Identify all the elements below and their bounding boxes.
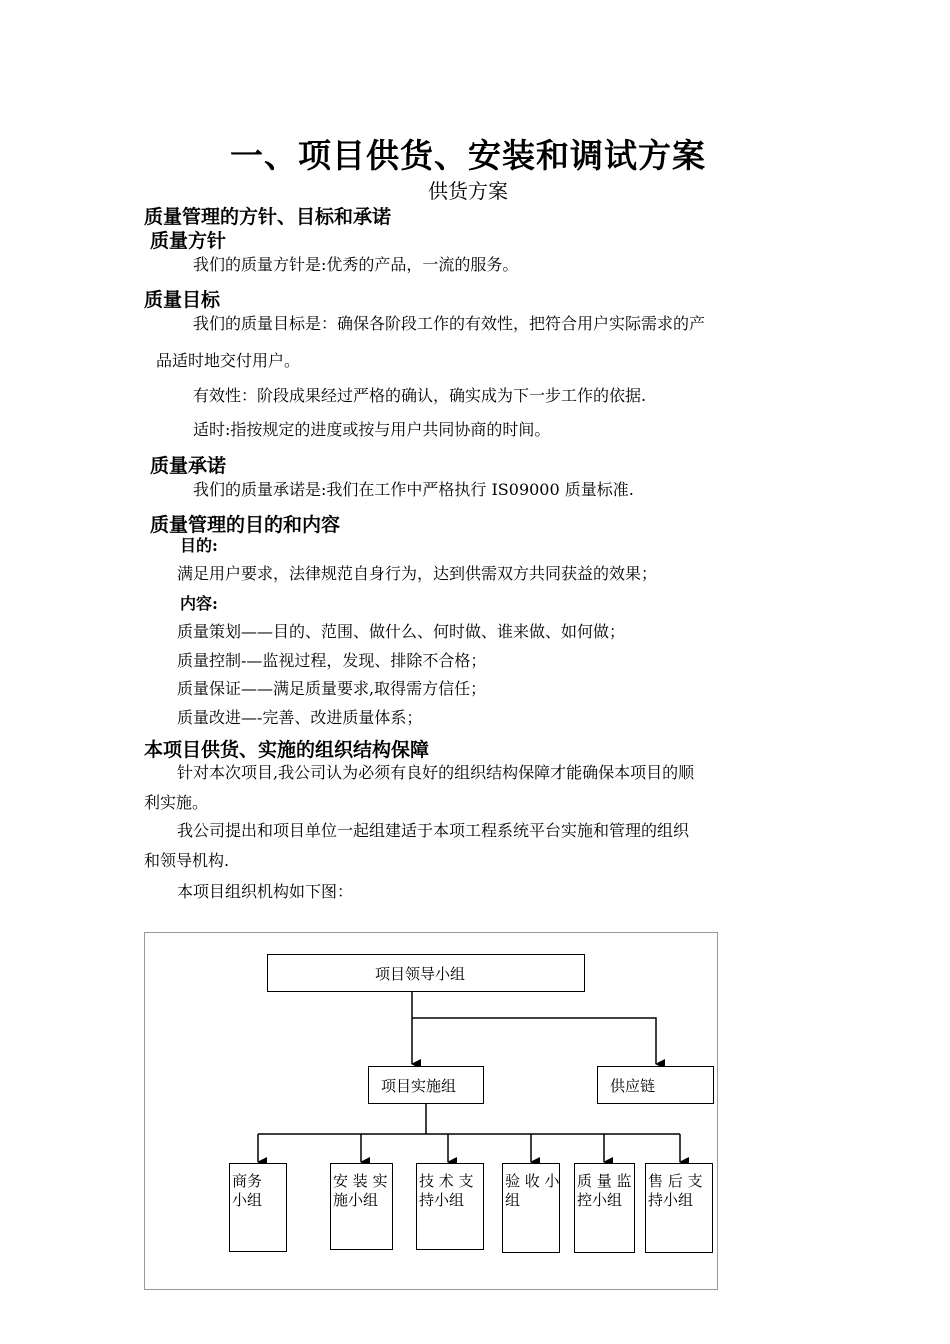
org-group-box: 验 收 小 组 bbox=[502, 1163, 560, 1253]
org-group-box: 质 量 监 控小组 bbox=[574, 1163, 635, 1253]
purpose-label: 目的: bbox=[180, 536, 218, 555]
page-subtitle: 供货方案 bbox=[428, 179, 508, 203]
content-item: 质量策划——目的、范围、做什么、何时做、谁来做、如何做； bbox=[177, 622, 626, 641]
org-supply-chain-box: 供应链 bbox=[597, 1066, 714, 1104]
content-item: 质量改进—-完善、改进质量体系； bbox=[177, 708, 423, 727]
section-heading-org-structure: 本项目供货、实施的组织结构保障 bbox=[144, 739, 430, 761]
org-group-box: 售 后 支 持小组 bbox=[645, 1163, 713, 1253]
heading-quality-policy: 质量方针 bbox=[150, 230, 227, 252]
heading-quality-commitment: 质量承诺 bbox=[150, 455, 227, 477]
heading-quality-goal: 质量目标 bbox=[144, 289, 221, 311]
org-root-box: 项目领导小组 bbox=[267, 954, 585, 992]
content-item: 质量控制-—监视过程，发现、排除不合格； bbox=[177, 651, 487, 670]
org-para1-line1: 针对本次项目,我公司认为必须有良好的组织结构保障才能确保本项目的顺 bbox=[177, 763, 695, 782]
org-para1-line2: 利实施。 bbox=[144, 793, 209, 812]
org-group-box: 商务 小组 bbox=[229, 1163, 287, 1252]
content-label: 内容: bbox=[180, 594, 218, 613]
org-group-box: 安 装 实 施小组 bbox=[330, 1163, 393, 1250]
org-group-box: 技 术 支 持小组 bbox=[416, 1163, 484, 1250]
policy-text: 我们的质量方针是:优秀的产品，一流的服务。 bbox=[193, 255, 519, 274]
page-title: 一、项目供货、安装和调试方案 bbox=[230, 136, 706, 175]
org-para3: 本项目组织机构如下图： bbox=[177, 882, 354, 901]
goal-text-line1: 我们的质量目标是：确保各阶段工作的有效性，把符合用户实际需求的产 bbox=[193, 314, 706, 333]
content-item: 质量保证——满足质量要求,取得需方信任； bbox=[177, 679, 487, 698]
goal-text-effectiveness: 有效性：阶段成果经过严格的确认，确实成为下一步工作的依据. bbox=[193, 386, 647, 405]
purpose-text: 满足用户要求，法律规范自身行为，达到供需双方共同获益的效果； bbox=[177, 564, 658, 583]
commitment-text: 我们的质量承诺是:我们在工作中严格执行 IS09000 质量标准. bbox=[193, 480, 634, 499]
org-para2-line2: 和领导机构. bbox=[144, 851, 230, 870]
section-heading-purpose-content: 质量管理的目的和内容 bbox=[150, 514, 341, 536]
org-para2-line1: 我公司提出和项目单位一起组建适于本项工程系统平台实施和管理的组织 bbox=[177, 821, 690, 840]
goal-text-timely: 适时:指按规定的进度或按与用户共同协商的时间。 bbox=[193, 420, 551, 439]
goal-text-line2: 品适时地交付用户。 bbox=[156, 351, 301, 370]
section-heading-policy-goals: 质量管理的方针、目标和承诺 bbox=[144, 206, 392, 228]
org-implementation-group-box: 项目实施组 bbox=[368, 1066, 484, 1104]
